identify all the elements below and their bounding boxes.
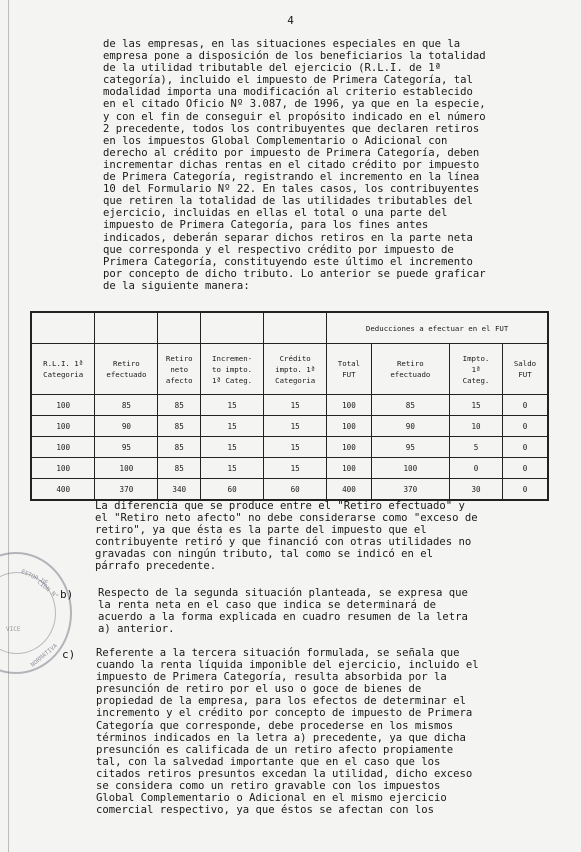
paragraph-1-line: de las empresas, en las situaciones especiales en que la [103, 38, 461, 50]
fut-table [30, 311, 549, 501]
paragraph-1-line: 2 precedente, todos los contribuyentes que declaren retiros [103, 122, 480, 135]
table-cell: 30 [450, 479, 503, 501]
table-cell: 15 [264, 395, 327, 416]
page-number: 4 [287, 14, 294, 27]
page-edge [8, 0, 9, 852]
table-cell: 100 [31, 395, 95, 416]
paragraph-2-line: contribuyente retiró y que financió con otras utilidades no [95, 536, 472, 549]
paragraph-2-line: La diferencia que se produce entre el "Retiro efectuado" y [95, 500, 465, 512]
table-cell: 15 [201, 416, 264, 437]
seal-text: VICE [6, 626, 21, 633]
table-cell: 370 [371, 479, 449, 501]
table-cell: 85 [371, 395, 449, 416]
paragraph-1-line: Primera Categoría, constituyendo este último el incremento [103, 255, 473, 268]
table-cell: 400 [31, 479, 95, 501]
table-row [31, 416, 548, 437]
paragraph-4-line: impuesto de Primera Categoría, resulta absorbida por la [96, 671, 447, 684]
table-cell: 0 [502, 479, 548, 501]
table-cell: 100 [327, 458, 371, 479]
paragraph-1-line: en los impuestos Global Complementario o Adicional con [103, 134, 448, 147]
paragraph-3 [98, 587, 550, 635]
column-header: Total FUT [327, 344, 371, 395]
paragraph-2-line: gravadas con ningún tributo, tal como se indicó en el [95, 548, 434, 561]
paragraph-4-line: Referente a la tercera situación formulada, se señala que [96, 647, 460, 659]
table-cell: 15 [201, 437, 264, 458]
table-cell: 85 [158, 416, 201, 437]
table-cell: 60 [264, 479, 327, 501]
table-row [31, 395, 548, 416]
table-row [31, 437, 548, 458]
seal-text: ESTOR DE [19, 568, 50, 587]
paragraph-4-line: Categoría que corresponde, debe procederse en los mismos [96, 719, 454, 732]
table-cell: 85 [158, 458, 201, 479]
paragraph-4-line: Global Complementario o Adicional en el mismo ejercicio [96, 792, 447, 805]
table-cell: 90 [95, 416, 158, 437]
paragraph-1-line: derecho al crédito por impuesto de Primera Categoría, deben [103, 146, 480, 159]
paragraph-4-line: presunción es calificada de un retiro afecto propiamente [96, 743, 454, 756]
column-header: Incremen- to impto. 1ª Categ. [201, 344, 264, 395]
seal-text: NORMATIVA [29, 642, 59, 669]
paragraph-4-line: incremento y el crédito por concepto de impuesto de Primera [96, 707, 473, 720]
paragraph-4-line: se considera como un retiro gravable con los impuestos [96, 780, 441, 793]
item-letter-c: c) [62, 648, 76, 661]
paragraph-1-line: de la siguiente manera: [103, 279, 250, 292]
table-cell: 15 [264, 458, 327, 479]
table-cell: 0 [502, 458, 548, 479]
paragraph-4-line: propiedad de la empresa, para los efectos de determinar el [96, 695, 466, 708]
paragraph-4-line: comercial respectivo, ya que éstos se afectan con los [96, 804, 435, 817]
table-cell: 100 [327, 395, 371, 416]
table-cell: 340 [158, 479, 201, 501]
paragraph-1-line: por concepto de dicho tributo. Lo anterior se puede graficar [103, 267, 486, 280]
column-header: Retiro efectuado [371, 344, 449, 395]
paragraph-2 [95, 500, 550, 573]
table-cell: 370 [95, 479, 158, 501]
paragraph-1-line: 10 del Formulario Nº 22. En tales casos, los contribuyentes [103, 183, 480, 196]
column-header: Retiro efectuado [95, 344, 158, 395]
paragraph-3-line: Respecto de la segunda situación planteada, se expresa que [98, 587, 468, 599]
column-header: Impto. 1ª Categ. [450, 344, 503, 395]
paragraph-4-line: tal, con la salvedad importante que en el caso que los [96, 755, 441, 768]
table-cell: 0 [502, 416, 548, 437]
table-cell: 100 [31, 416, 95, 437]
paragraph-1-line: que retiren la totalidad de las utilidades tributables del [103, 195, 473, 208]
paragraph-1-line: modalidad importa una modificación al criterio establecido [103, 86, 473, 99]
column-header: R.L.I. 1ª Categoria [31, 344, 95, 395]
column-header: Crédito impto. 1ª Categoria [264, 344, 327, 395]
table-cell: 100 [327, 416, 371, 437]
table-cell: 15 [450, 395, 503, 416]
table-cell: 400 [327, 479, 371, 501]
table-cell: 100 [327, 437, 371, 458]
paragraph-1-line: impuesto de Primera Categoría, para los fines antes [103, 219, 429, 232]
paragraph-2-line: el "Retiro neto afecto" no debe considerarse como "exceso de [95, 512, 478, 525]
paragraph-1 [103, 38, 551, 292]
item-letter-b: b) [60, 588, 74, 601]
table-row [31, 479, 548, 501]
paragraph-3-line: acuerdo a la forma explicada en cuadro resumen de la letra [98, 611, 468, 624]
paragraph-1-line: y con el fin de conseguir el propósito indicado en el número [103, 110, 486, 123]
paragraph-4-line: citados retiros presuntos excedan la utilidad, dicho exceso [96, 767, 473, 780]
table-cell: 0 [502, 437, 548, 458]
paragraph-1-line: empresa pone a disposición de los beneficiarios la totalidad [103, 50, 486, 63]
table-cell: 15 [201, 395, 264, 416]
table-group-header: Deducciones a efectuar en el FUT [327, 312, 548, 344]
paragraph-1-line: que corresponda y el respectivo crédito por impuesto de [103, 243, 454, 256]
table-cell: 85 [158, 437, 201, 458]
paragraph-1-line: indicados, deberán separar dichos retiros en la parte neta [103, 231, 473, 244]
paragraph-3-line: la renta neta en el caso que indica se determinará de [98, 599, 437, 612]
paragraph-2-line: retiro", ya que ésta es la parte del impuesto que el [95, 524, 427, 537]
table-cell: 15 [201, 458, 264, 479]
paragraph-1-line: ejercicio, incluidas en ellas el total o una parte del [103, 207, 448, 220]
table-cell: 95 [371, 437, 449, 458]
column-header: Saldo FUT [502, 344, 548, 395]
seal-text: CION N° [35, 578, 60, 601]
table-cell: 85 [158, 395, 201, 416]
table-cell: 15 [264, 437, 327, 458]
paragraph-4-line: términos indicados en la letra a) precedente, ya que dicha [96, 731, 466, 744]
paragraph-1-line: de la utilidad tributable del ejercicio (R.L.I. de 1ª [103, 62, 442, 75]
table-cell: 5 [450, 437, 503, 458]
table-cell: 100 [31, 437, 95, 458]
table-cell: 15 [264, 416, 327, 437]
paragraph-1-line: incrementar dichas rentas en el citado crédito por impuesto [103, 158, 480, 171]
table-cell: 0 [502, 395, 548, 416]
table-cell: 100 [95, 458, 158, 479]
paragraph-4 [96, 647, 550, 816]
paragraph-1-line: categoría), incluido el impuesto de Primera Categoría, tal [103, 74, 473, 87]
table-cell: 85 [95, 395, 158, 416]
table-cell: 10 [450, 416, 503, 437]
paragraph-3-line: a) anterior. [98, 623, 175, 636]
table-cell: 95 [95, 437, 158, 458]
table-row [31, 458, 548, 479]
table-cell: 90 [371, 416, 449, 437]
paragraph-1-line: en el citado Oficio Nº 3.087, de 1996, ya que en la especie, [103, 98, 486, 111]
column-header: Retiro neto afecto [158, 344, 201, 395]
paragraph-4-line: presunción de retiro por el uso o goce de bienes de [96, 683, 422, 696]
table-cell: 100 [371, 458, 449, 479]
paragraph-1-line: de Primera Categoría, registrando el incremento en la línea [103, 171, 480, 184]
paragraph-2-line: párrafo precedente. [95, 560, 217, 573]
paragraph-4-line: cuando la renta líquida imponible del ejercicio, incluido el [96, 659, 479, 672]
table-cell: 0 [450, 458, 503, 479]
table-cell: 60 [201, 479, 264, 501]
table-cell: 100 [31, 458, 95, 479]
